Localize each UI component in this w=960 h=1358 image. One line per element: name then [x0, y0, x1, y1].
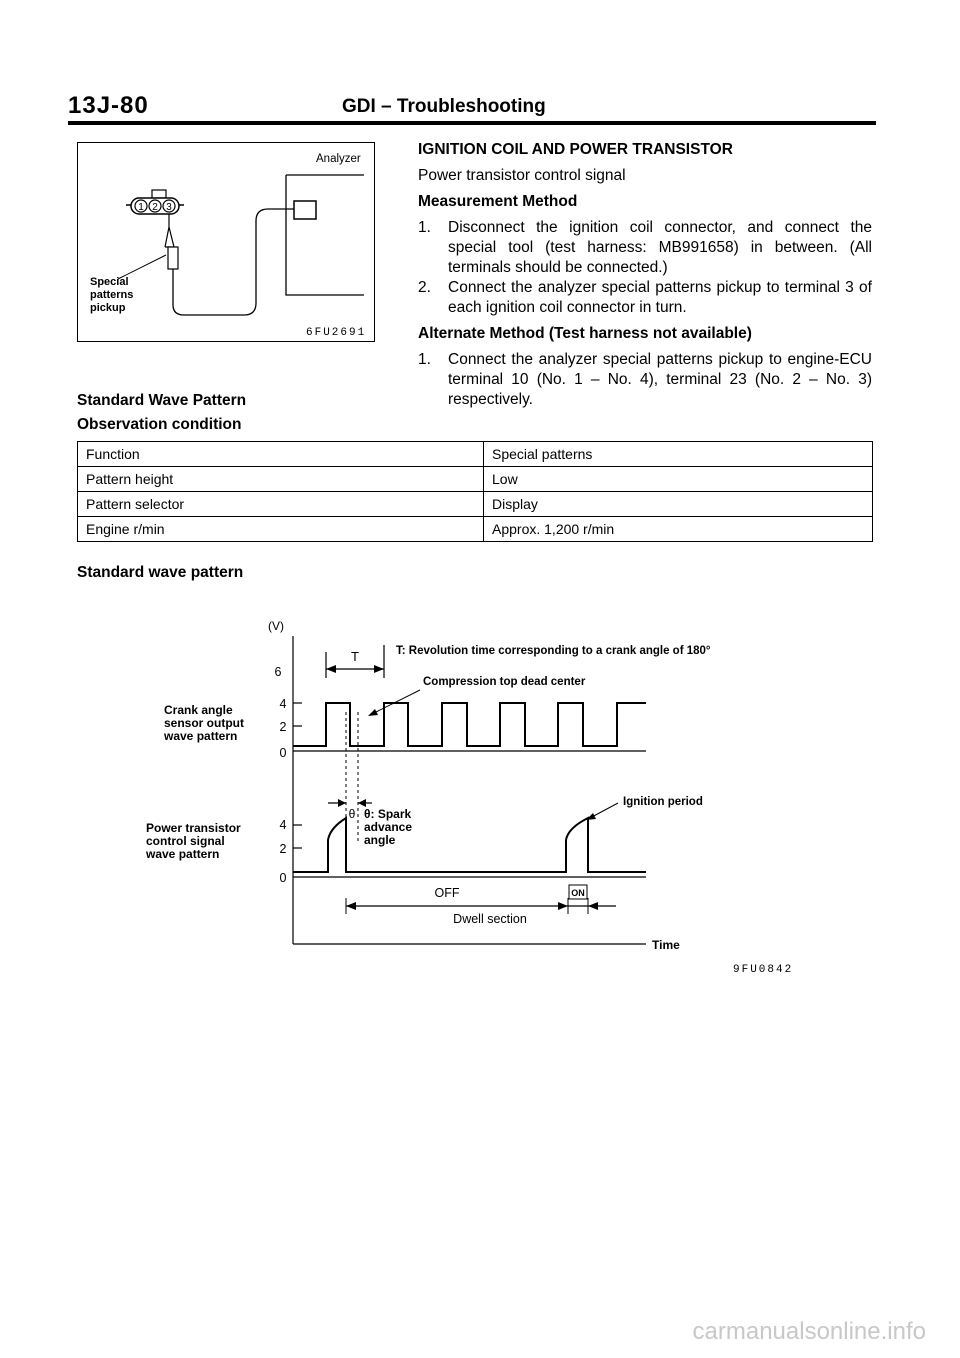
spark-label-line-3: angle — [364, 833, 396, 847]
theta-arrow-right — [358, 799, 366, 807]
step-text: Disconnect the ignition coil connector, and connect the special tool (test harness: MB991658) in between. (All terminals should be connected.) — [448, 219, 872, 276]
figure-code: 6FU2691 — [306, 327, 367, 339]
pickup-label-line-3: pickup — [90, 302, 126, 314]
watermark: carmanualsonline.info — [692, 1318, 926, 1345]
measurement-method-heading: Measurement Method — [418, 193, 578, 210]
tick-label: 6 — [274, 665, 282, 679]
section-title: IGNITION COIL AND POWER TRANSISTOR — [418, 141, 733, 158]
tick-label: 2 — [279, 842, 287, 856]
y-axis-unit: (V) — [268, 619, 284, 633]
off-arrow-left — [346, 902, 356, 910]
pin-label-3: 3 — [166, 202, 172, 213]
tick-label: 0 — [279, 871, 287, 885]
step-number: 1. — [418, 351, 431, 368]
transistor-label-line-1: Power transistor — [146, 821, 241, 835]
x-axis-label: Time — [652, 938, 680, 952]
crank-label-line-2: sensor output — [164, 716, 244, 730]
page-title: GDI – Troubleshooting — [342, 96, 546, 117]
step-number: 2. — [418, 279, 431, 296]
tick-label: 4 — [279, 818, 287, 832]
analyzer-label: Analyzer — [316, 153, 361, 165]
condition-value: Low — [484, 467, 873, 492]
tick-label: 0 — [279, 746, 287, 760]
compression-label: Compression top dead center — [423, 676, 586, 688]
transistor-label-line-3: wave pattern — [146, 847, 220, 861]
tick-label: 4 — [279, 697, 287, 711]
crank-label-line-1: Crank angle — [164, 703, 233, 717]
ignition-period-label: Ignition period — [623, 796, 703, 808]
observation-condition-heading: Observation condition — [77, 416, 242, 433]
condition-value: Special patterns — [484, 442, 873, 467]
alternate-method-heading: Alternate Method (Test harness not available) — [418, 325, 752, 342]
off-arrow-right — [558, 902, 568, 910]
compression-leader — [372, 690, 420, 714]
pickup-label-line-1: Special — [90, 276, 129, 288]
t-symbol: T — [351, 649, 359, 664]
condition-value: Approx. 1,200 r/min — [484, 517, 873, 542]
crank-label-line-3: wave pattern — [164, 729, 238, 743]
spark-label-line-1: θ: Spark — [364, 807, 412, 821]
dwell-label: Dwell section — [453, 912, 527, 926]
condition-value: Display — [484, 492, 873, 517]
condition-label: Function — [78, 442, 484, 467]
step-number: 1. — [418, 219, 431, 236]
t-description: T: Revolution time corresponding to a crank angle of 180° — [396, 645, 711, 657]
condition-label: Engine r/min — [78, 517, 484, 542]
step-text: Connect the analyzer special patterns pickup to terminal 3 of each ignition coil connector in turn. — [448, 279, 872, 316]
pin-label-2: 2 — [152, 202, 158, 213]
step-text: Connect the analyzer special patterns pickup to engine-ECU terminal 10 (No. 1 – No. 4), terminal 23 (No. 2 – No. 3) respectively. — [448, 351, 872, 408]
standard-wave-pattern-heading: Standard Wave Pattern — [77, 392, 247, 409]
standard-wave-pattern-label: Standard wave pattern — [77, 564, 244, 581]
transistor-label-line-2: control signal — [146, 834, 225, 848]
on-label: ON — [571, 888, 585, 898]
chart-code: 9FU0842 — [733, 964, 794, 976]
condition-label: Pattern height — [78, 467, 484, 492]
condition-label: Pattern selector — [78, 492, 484, 517]
transistor-waveform — [293, 818, 646, 872]
section-subtitle: Power transistor control signal — [418, 167, 626, 184]
page-number: 13J-80 — [68, 92, 149, 119]
t-arrow-left — [326, 665, 336, 673]
t-arrow-right — [374, 665, 384, 673]
theta-arrow-left — [338, 799, 346, 807]
on-arrow — [588, 902, 598, 910]
theta-symbol: θ — [348, 807, 356, 821]
pin-label-1: 1 — [138, 202, 144, 213]
compression-arrow — [368, 709, 378, 716]
spark-label-line-2: advance — [364, 820, 413, 834]
pickup-label-line-2: patterns — [90, 289, 134, 301]
off-label: OFF — [434, 886, 460, 900]
tick-label: 2 — [279, 720, 287, 734]
